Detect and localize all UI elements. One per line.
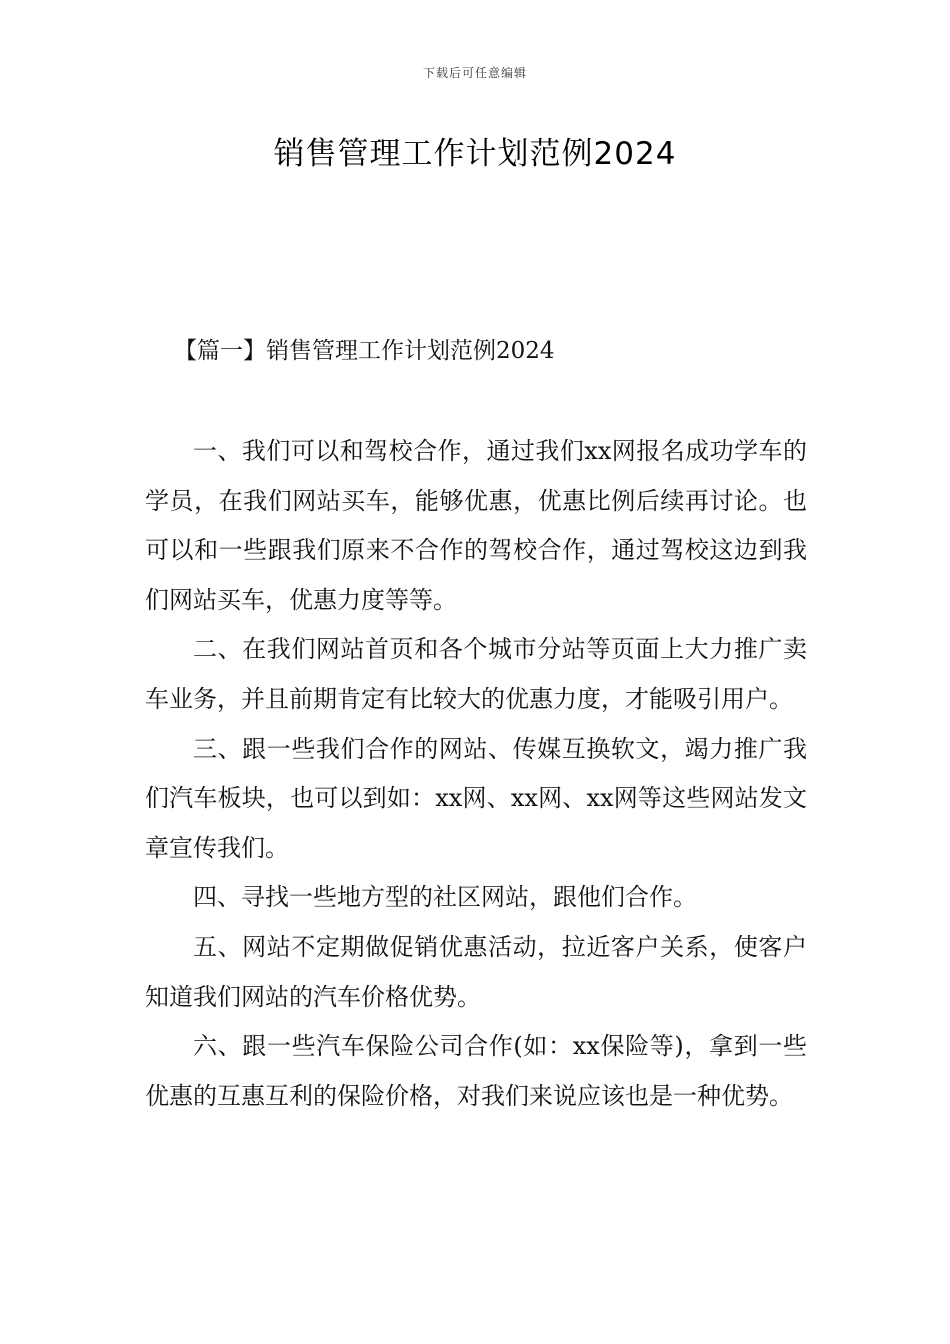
- paragraph-6: 六、跟一些汽车保险公司合作(如：xx保险等)，拿到一些优惠的互惠互利的保险价格，对我们来说应该也是一种优势。: [145, 1032, 807, 1110]
- paragraph-3: 三、跟一些我们合作的网站、传媒互换软文，竭力推广我们汽车板块，也可以到如：xx网、xx网、xx网等这些网站发文章宣传我们。: [145, 734, 807, 862]
- header-note: 下载后可任意编辑: [422, 66, 527, 80]
- paragraph-4: 四、寻找一些地方型的社区网站，跟他们合作。: [193, 883, 697, 912]
- document-body: [145, 427, 807, 1121]
- section-heading: 【篇一】销售管理工作计划范例2024: [174, 338, 555, 364]
- paragraph-2: 二、在我们网站首页和各个城市分站等页面上大力推广卖车业务，并且前期肯定有比较大的优惠力度，才能吸引用户。: [145, 635, 807, 713]
- document-title: 销售管理工作计划范例2024: [273, 136, 677, 172]
- paragraph-1: 一、我们可以和驾校合作，通过我们xx网报名成功学车的学员，在我们网站买车，能够优惠，优惠比例后续再讨论。也可以和一些跟我们原来不合作的驾校合作，通过驾校这边到我们网站买车，优惠力度等等。: [145, 437, 807, 614]
- paragraph-5: 五、网站不定期做促销优惠活动，拉近客户关系，使客户知道我们网站的汽车价格优势。: [145, 932, 807, 1011]
